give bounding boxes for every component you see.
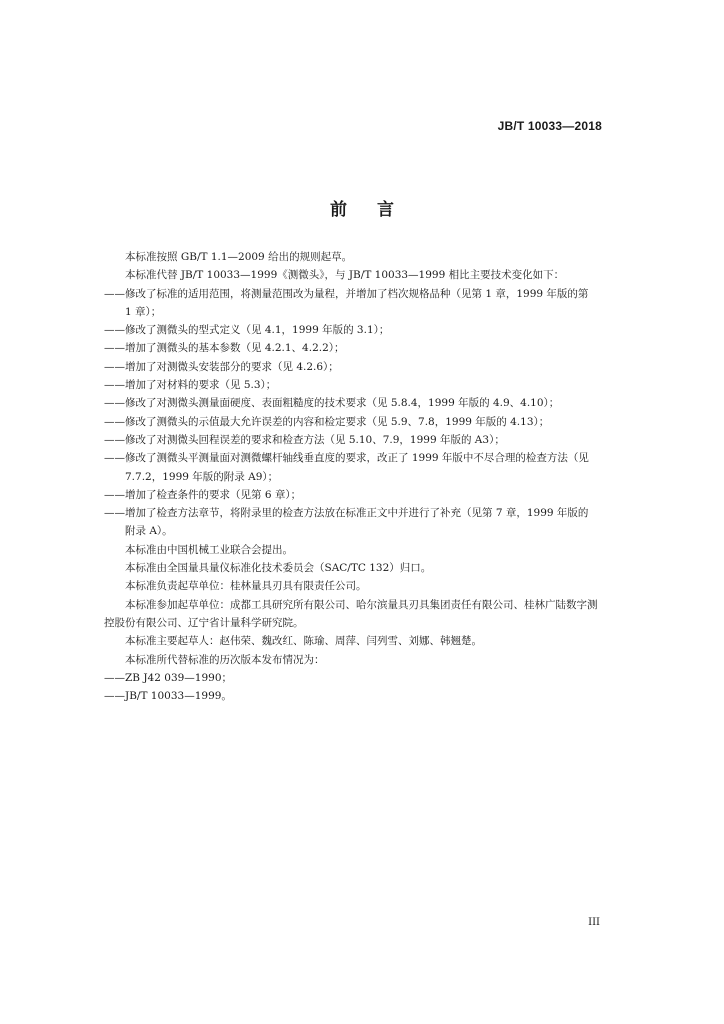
list-item-text: 修改了对测微头回程误差的要求和检查方法（见 5.10、7.9，1999 年版的 A3）； [125,433,505,446]
list-item [104,431,598,449]
list-dash: —— [104,324,125,337]
paragraph-main-drafters: 本标准主要起草人：赵伟荣、魏改红、陈瑜、周萍、闫列雪、刘娜、韩翘楚。 [125,635,482,648]
page-title: 前言 [330,200,424,220]
document-body [104,248,598,705]
list-item-text: 修改了测微头平测量面对测微螺杆轴线垂直度的要求，改正了 1999 年版中不尽合理的检查方法（见 7.7.2，1999 年版的附录 A9）； [125,452,589,483]
list-item [104,504,598,541]
list-item-text: 增加了对测微头安装部分的要求（见 4.2.6）； [125,360,339,373]
list-dash: —— [104,488,125,501]
history-item-text: JB/T 10033—1999。 [125,690,232,703]
list-dash: —— [104,507,125,520]
list-item-text: 增加了检查方法章节，将附录里的检查方法放在标准正文中并进行了补充（见第 7 章，1999 年版的附录 A）。 [125,507,589,538]
paragraph-committee: 本标准由全国量具量仪标准化技术委员会（SAC/TC 132）归口。 [125,562,432,575]
list-item [104,413,598,431]
list-item-text: 修改了测微头的型式定义（见 4.1，1999 年版的 3.1）； [125,324,390,337]
list-dash: —— [104,379,125,392]
list-dash: —— [104,690,125,703]
list-dash: —— [104,452,125,465]
paragraph-lead-drafter: 本标准负责起草单位：桂林量具刃具有限责任公司。 [125,580,367,593]
list-item-text: 修改了标准的适用范围，将测量范围改为量程，并增加了档次规格品种（见第 1 章，1999 年版的第 1 章）； [125,287,589,318]
list-item-text: 增加了对材料的要求（见 5.3）； [125,379,277,392]
list-dash: —— [104,360,125,373]
history-item [104,669,598,687]
paragraph-participating-drafters: 本标准参加起草单位：成都工具研究所有限公司、哈尔滨量具刃具集团责任有限公司、桂林广陆数字测控股份有限公司、辽宁省计量科学研究院。 [104,598,598,629]
list-item [104,376,598,394]
list-item-text: 修改了测微头的示值最大允许误差的内容和检定要求（见 5.9、7.8，1999 年版的 4.13）； [125,415,550,428]
paragraph-history: 本标准所代替标准的历次版本发布情况为： [125,653,325,666]
list-item-text: 修改了对测微头测量面硬度、表面粗糙度的技术要求（见 5.8.4，1999 年版的 4.9、4.10）； [125,397,560,410]
paragraph-replacement: 本标准代替 JB/T 10033—1999《测微头》，与 JB/T 10033—1999 相比主要技术变化如下： [125,269,565,282]
list-dash: —— [104,671,125,684]
standard-code: JB/T 10033—2018 [497,119,602,133]
list-item [104,339,598,357]
list-item [104,358,598,376]
list-item [104,394,598,412]
history-item-text: ZB J42 039—1990； [125,671,233,684]
list-dash: —— [104,342,125,355]
paragraph-drafting-rules: 本标准按照 GB/T 1.1—2009 给出的规则起草。 [125,251,353,263]
paragraph-proposer: 本标准由中国机械工业联合会提出。 [125,543,293,556]
list-dash: —— [104,415,125,428]
list-item [104,321,598,339]
list-dash: —— [104,287,125,300]
list-dash: —— [104,397,125,410]
history-item [104,687,598,705]
page-number: III [588,917,600,928]
list-item-text: 增加了测微头的基本参数（见 4.2.1、4.2.2）； [125,342,345,355]
list-dash: —— [104,433,125,446]
list-item [104,486,598,504]
list-item-text: 增加了检查条件的要求（见第 6 章）； [125,488,302,501]
list-item [104,285,598,322]
list-item [104,449,598,486]
